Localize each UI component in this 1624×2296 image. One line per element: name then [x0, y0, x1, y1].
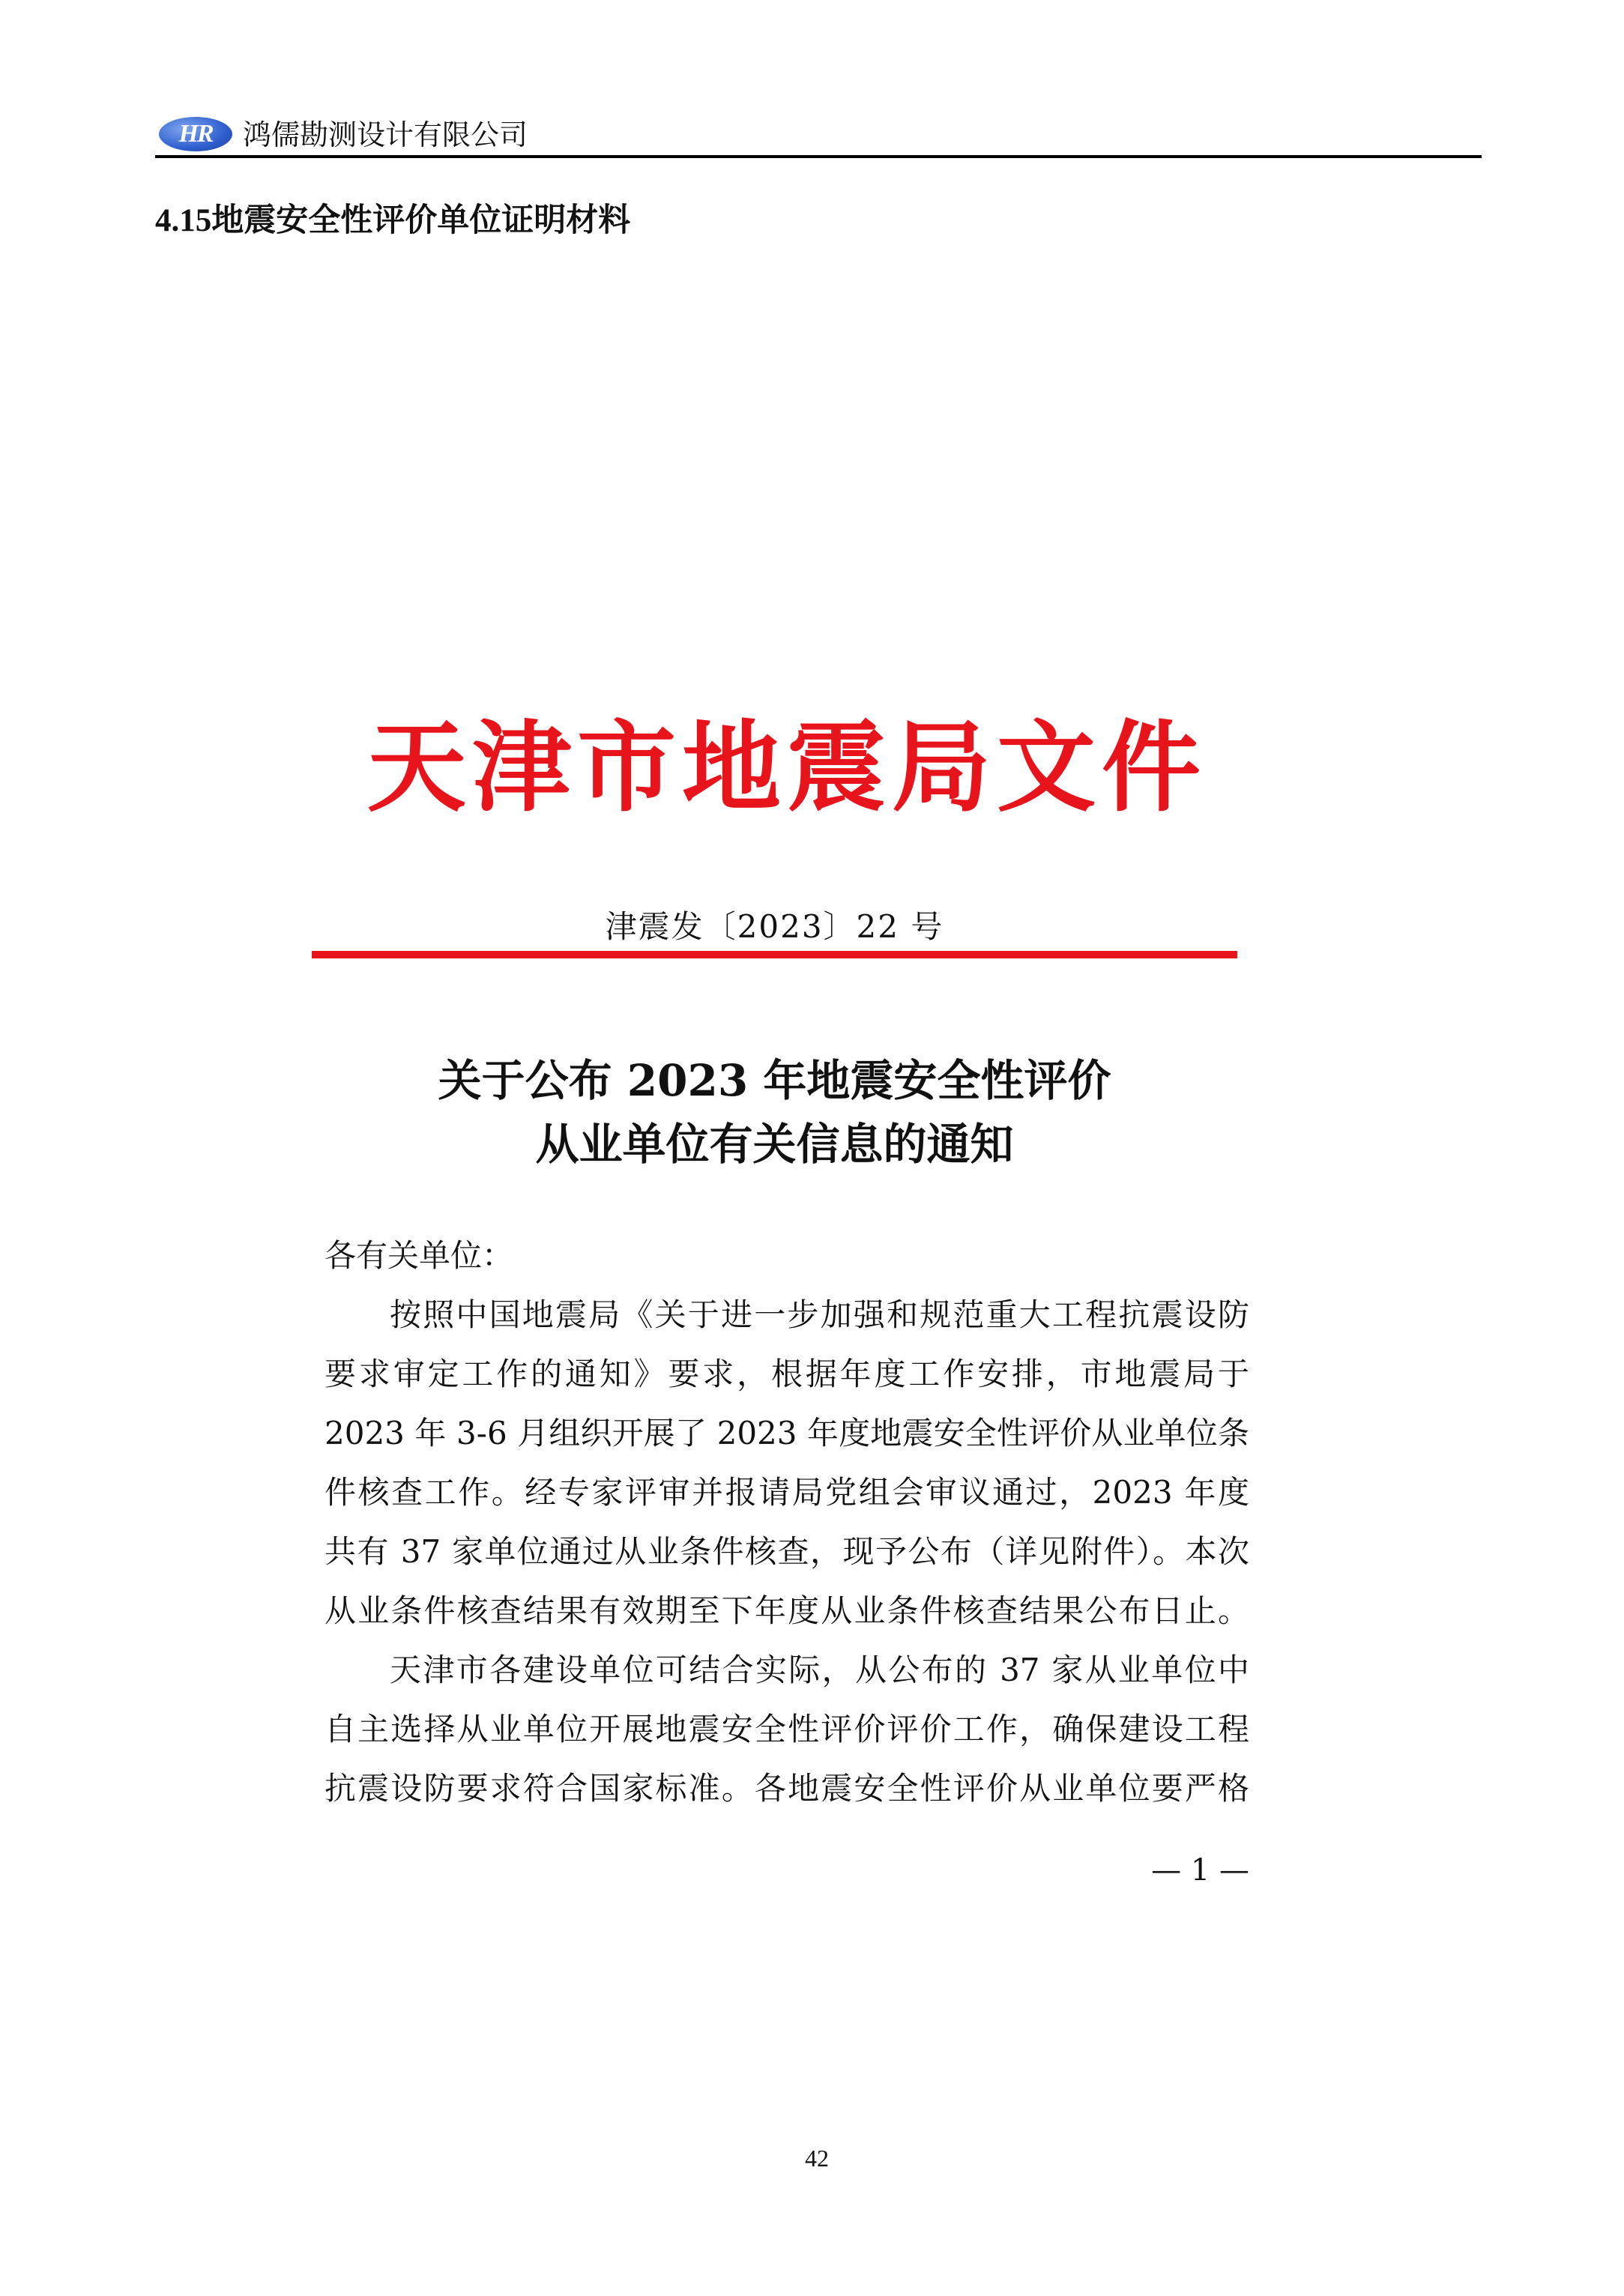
issuer-title: 天津市地震局文件 — [367, 710, 1207, 826]
header-divider — [155, 155, 1482, 158]
salutation: 各有关单位： — [325, 1237, 514, 1274]
footer-page-number: 42 — [805, 2145, 829, 2172]
logo-text: HR — [178, 120, 213, 148]
red-divider — [312, 951, 1237, 958]
body-line: 件核查工作。经专家评审并报请局党组会审议通过，2023 年度 — [325, 1474, 1249, 1511]
body-line: 2023 年 3-6 月组织开展了 2023 年度地震安全性评价从业单位条 — [325, 1415, 1249, 1451]
inner-page-number: — 1 — — [1151, 1853, 1249, 1888]
body-line: 自主选择从业单位开展地震安全性评价评价工作，确保建设工程 — [325, 1711, 1249, 1747]
company-logo — [159, 117, 232, 151]
document-number: 津震发〔2023〕22 号 — [605, 908, 944, 945]
body-line: 共有 37 家单位通过从业条件核查，现予公布（详见附件）。本次 — [325, 1533, 1249, 1570]
body-line: 抗震设防要求符合国家标准。各地震安全性评价从业单位要严格 — [325, 1770, 1249, 1807]
body-line: 要求审定工作的通知》要求，根据年度工作安排，市地震局于 — [325, 1356, 1249, 1392]
section-title: 4.15地震安全性评价单位证明材料 — [155, 203, 631, 238]
body-line: 从业条件核查结果有效期至下年度从业条件核查结果公布日止。 — [325, 1592, 1249, 1629]
company-name: 鸿儒勘测设计有限公司 — [243, 118, 528, 151]
body-line: 按照中国地震局《关于进一步加强和规范重大工程抗震设防 — [390, 1296, 1249, 1333]
notice-title-line-1: 关于公布 2023 年地震安全性评价 — [438, 1055, 1111, 1106]
notice-title-line-2: 从业单位有关信息的通知 — [535, 1119, 1014, 1170]
body-line: 天津市各建设单位可结合实际，从公布的 37 家从业单位中 — [390, 1652, 1249, 1688]
